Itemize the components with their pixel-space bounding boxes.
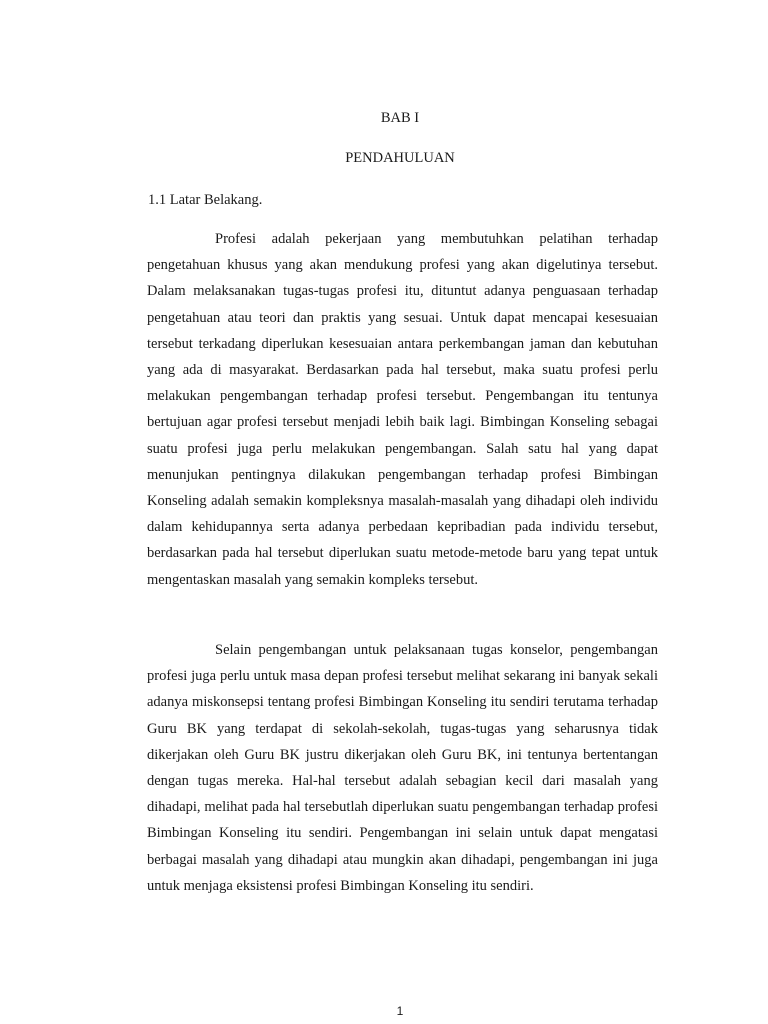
section-heading: 1.1 Latar Belakang. (148, 192, 263, 208)
chapter-number: BAB I (380, 110, 420, 126)
paragraph: Profesi adalah pekerjaan yang membutuhkan pelatihan terhadap pengetahuan khusus yang akan mendukung profesi yang akan digelutinya tersebut. Dalam melaksanakan tugas-tugas profesi itu, dituntut adanya penguasaan terhadap pengetahuan atau teori dan praktis yang sesuai. Untuk dapat mencapai kesesuaian tersebut terkadang diperlukan kesesuaian antara perkembangan jaman dan kebutuhan yang ada di masyarakat. Berdasarkan pada hal tersebut, maka suatu profesi perlu melakukan pengembangan terhadap profesi tersebut. Pengembangan itu tentunya bertujuan agar profesi tersebut menjadi lebih baik lagi. Bimbingan Konseling sebagai suatu profesi juga perlu melakukan pengembangan. Salah satu hal yang dapat menunjukan pentingnya dilakukan pengembangan terhadap profesi Bimbingan Konseling adalah semakin kompleksnya masalah-masalah yang dihadapi oleh individu dalam kehidupannya serta adanya perbedaan kepribadian pada individu tersebut, berdasarkan pada hal tersebut diperlukan suatu metode-metode baru yang tepat untuk mengentaskan masalah yang semakin kompleks tersebut. (147, 231, 658, 588)
paragraph: Selain pengembangan untuk pelaksanaan tugas konselor, pengembangan profesi juga perlu untuk masa depan profesi tersebut melihat sekarang ini banyak sekali adanya miskonsepsi tentang profesi Bimbingan Konseling itu sendiri terutama terhadap Guru BK yang terdapat di sekolah-sekolah, tugas-tugas yang seharusnya tidak dikerjakan oleh Guru BK justru dikerjakan oleh Guru BK, ini tentunya bertentangan dengan tugas mereka. Hal-hal tersebut adalah sebagian kecil dari masalah yang dihadapi, melihat pada hal tersebutlah diperlukan suatu pengembangan terhadap profesi Bimbingan Konseling itu sendiri. Pengembangan ini selain untuk dapat mengatasi berbagai masalah yang dihadapi atau mungkin akan dihadapi, pengembangan ini juga untuk menjaga eksistensi profesi Bimbingan Konseling itu sendiri. (147, 642, 658, 894)
page-number: 1 (396, 1004, 404, 1018)
chapter-title: PENDAHULUAN (345, 150, 455, 166)
